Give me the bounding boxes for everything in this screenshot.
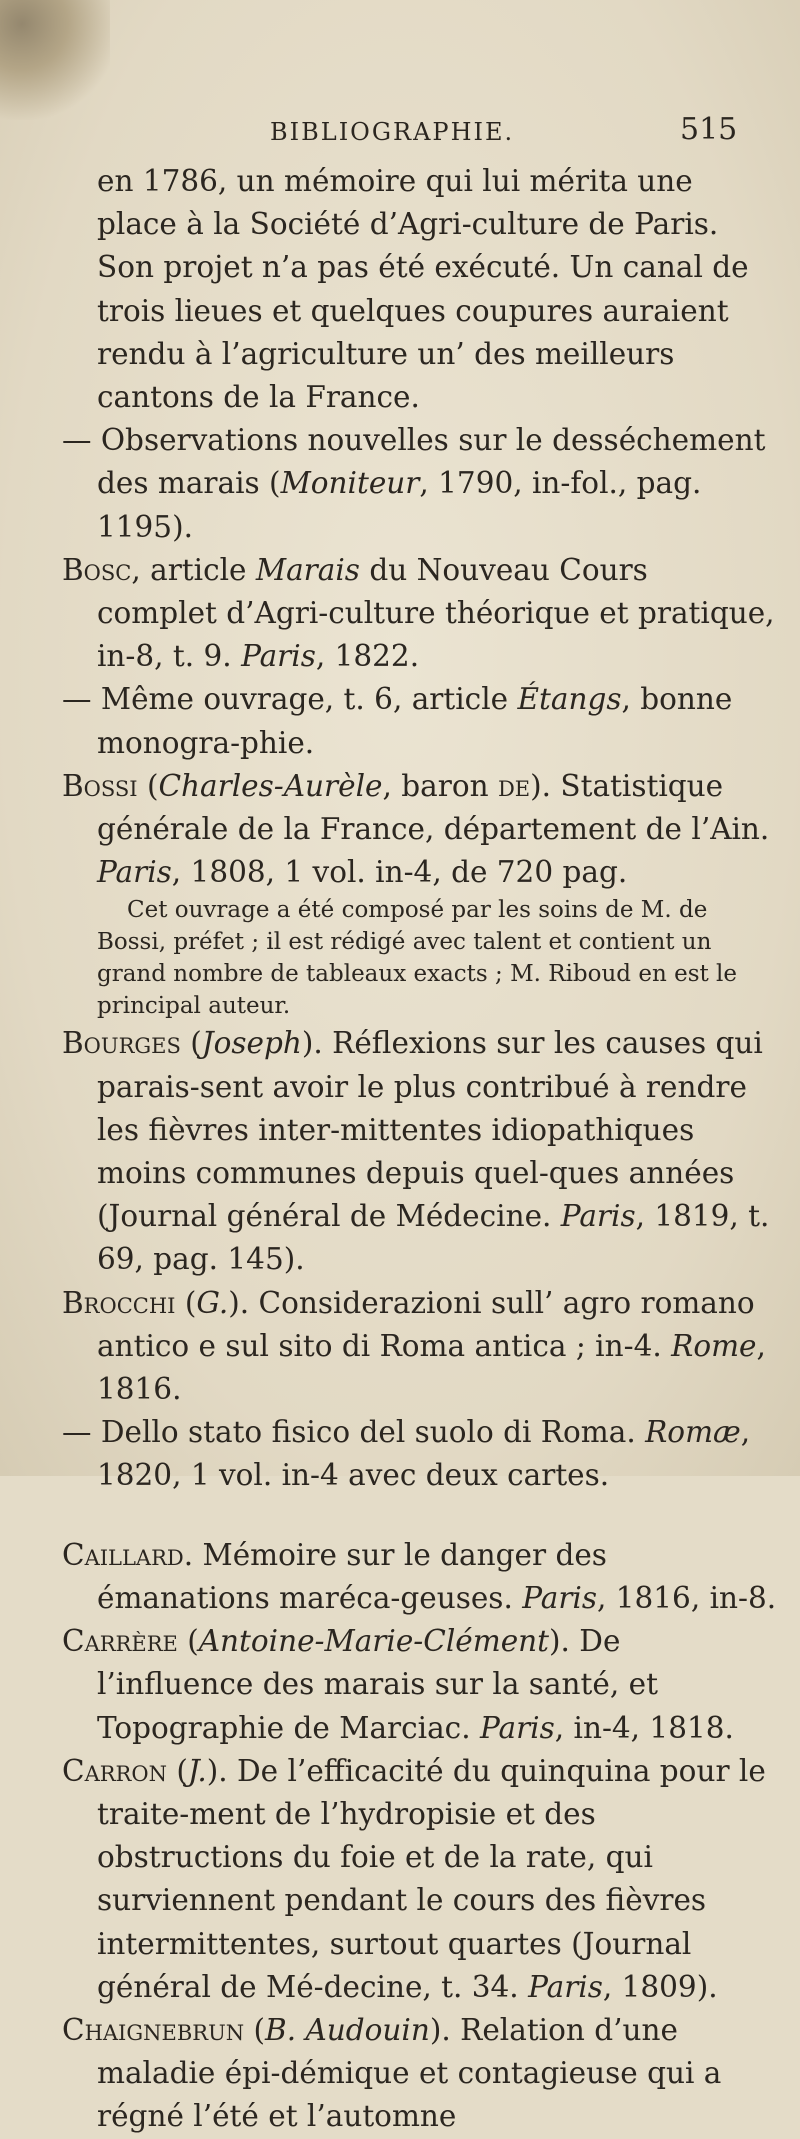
bibliography-entry: [62, 419, 777, 549]
entry-text: en 1786, un mémoire qui lui mérita une place à la Société d’Agri-culture de Paris. Son projet n’a pas été exécuté. Un canal de trois lieues et quelques coupures auraient rendu à l’agriculture un’ des meilleurs cantons de la France.: [97, 164, 749, 415]
entry-italic-text: Paris: [97, 855, 172, 890]
entry-text: (: [175, 1285, 197, 1320]
entry-author: Bossi: [62, 768, 138, 803]
entry-author: Caillard: [62, 1537, 184, 1572]
entry-text: , article: [131, 552, 256, 587]
entry-text: (: [244, 2012, 266, 2047]
running-head: BIBLIOGRAPHIE.: [270, 118, 515, 146]
bibliography-text: [62, 160, 777, 2139]
bibliography-entry: [62, 1750, 777, 2009]
entry-italic-text: Charles-Aurèle: [158, 768, 383, 803]
entry-text: , 1822.: [315, 639, 420, 674]
entry-text: . Mémoire sur le danger des émanations maréca-geuses.: [97, 1537, 607, 1615]
entry-italic-text: Antoine-Marie-Clément: [198, 1624, 550, 1659]
entry-italic-text: G.: [196, 1285, 229, 1320]
entry-text: , in-4, 1818.: [554, 1710, 734, 1745]
entry-text: , 1820, 1 vol. in-4 avec deux cartes.: [97, 1415, 751, 1493]
bibliography-entry: [62, 160, 777, 419]
entry-italic-text: Marais: [255, 552, 360, 587]
entry-italic-text: J.: [187, 1753, 207, 1788]
entry-italic-text: Étangs: [517, 682, 622, 717]
entry-italic-text: Romæ: [645, 1415, 741, 1450]
entry-italic-text: Moniteur: [280, 466, 420, 501]
entry-text: , bonne monogra-phie.: [97, 682, 733, 760]
entry-text: ). Statistique générale de la France, département de l’Ain.: [97, 768, 770, 847]
entry-italic-text: B. Audouin: [265, 2012, 430, 2047]
entry-author: Carrère: [62, 1624, 178, 1659]
entry-text: , 1816.: [97, 1328, 766, 1407]
entry-text: — Observations nouvelles sur le desséchement des marais (: [62, 423, 766, 501]
entry-text: , 1816, in-8.: [597, 1580, 777, 1615]
entry-text: (: [137, 768, 159, 803]
entry-author: Brocchi: [62, 1285, 176, 1320]
entry-italic-text: Paris: [560, 1199, 636, 1234]
entry-text: du Nouveau Cours complet d’Agri-culture théorique et pratique, in-8, t. 9.: [97, 552, 775, 674]
entry-italic-text: Paris: [479, 1710, 555, 1745]
entry-italic-text: Joseph: [201, 1026, 302, 1061]
paper-stain: [0, 0, 110, 120]
entry-text: , 1808, 1 vol. in-4, de 720 pag.: [171, 855, 628, 890]
entry-author: Chaignebrun: [62, 2012, 245, 2047]
bibliography-entry: [62, 765, 777, 895]
entry-italic-text: Paris: [241, 639, 316, 674]
entry-author: Bourges: [62, 1026, 181, 1061]
bibliography-entry: [62, 1620, 777, 1750]
bibliography-entry: [62, 2009, 777, 2139]
entry-text: (: [177, 1624, 199, 1659]
entry-text: ). Relation d’une maladie épi-démique et contagieuse qui a régné l’été et l’automne: [97, 2012, 722, 2134]
bibliography-entry: [62, 549, 777, 679]
bibliography-entry: [62, 1282, 777, 1412]
bibliography-entry: [62, 1411, 777, 1497]
entry-text: ). Réflexions sur les causes qui parais-sent avoir le plus contribué à rendre les fièvres inter-mittentes idiopathiques moins communes depuis quel-ques années (Journal général de Médecine.: [97, 1026, 763, 1234]
entry-text: , baron: [382, 768, 498, 803]
entry-text: ). De l’influence des marais sur la santé, et Topographie de Marciac.: [97, 1624, 658, 1745]
page-number: 515: [680, 112, 738, 147]
bibliography-entry: [62, 678, 777, 764]
entry-text: , 1790, in-fol., pag. 1195).: [97, 466, 702, 544]
entry-text: ). Considerazioni sull’ agro romano antico e sul sito di Roma antica ; in-4.: [97, 1285, 755, 1363]
entry-italic-text: Paris: [522, 1580, 597, 1615]
entry-author: Carron: [62, 1753, 167, 1788]
entry-italic-text: Paris: [528, 1969, 603, 2004]
entry-author: Bosc: [62, 552, 132, 587]
entry-text: — Même ouvrage, t. 6, article: [62, 682, 518, 717]
entry-author: de: [497, 768, 531, 803]
entry-text: — Dello stato fisico del suolo di Roma.: [62, 1415, 646, 1450]
section-gap: [62, 1498, 777, 1534]
bibliography-entry: [62, 1534, 777, 1620]
entry-text: ). De l’efficacité du quinquina pour le traite-ment de l’hydropisie et des obstructions du foie et de la rate, qui surviennent pendant le cours des fièvres intermittentes, surtout quartes (Journal général de Mé-decine, t. 34.: [97, 1753, 766, 2004]
page-header: [0, 112, 800, 158]
entry-note: Cet ouvrage a été composé par les soins de M. de Bossi, préfet ; il est rédigé avec talent et contient un grand nombre de tableaux exacts ; M. Riboud en est le principal auteur.: [97, 897, 738, 1020]
entry-text: (: [180, 1026, 202, 1061]
entry-italic-text: Rome: [671, 1328, 757, 1363]
bibliography-entry: [62, 1022, 777, 1281]
entry-text: , 1809).: [602, 1969, 718, 2004]
entry-text: (: [166, 1753, 188, 1788]
entry-text: , 1819, t. 69, pag. 145).: [97, 1199, 770, 1277]
